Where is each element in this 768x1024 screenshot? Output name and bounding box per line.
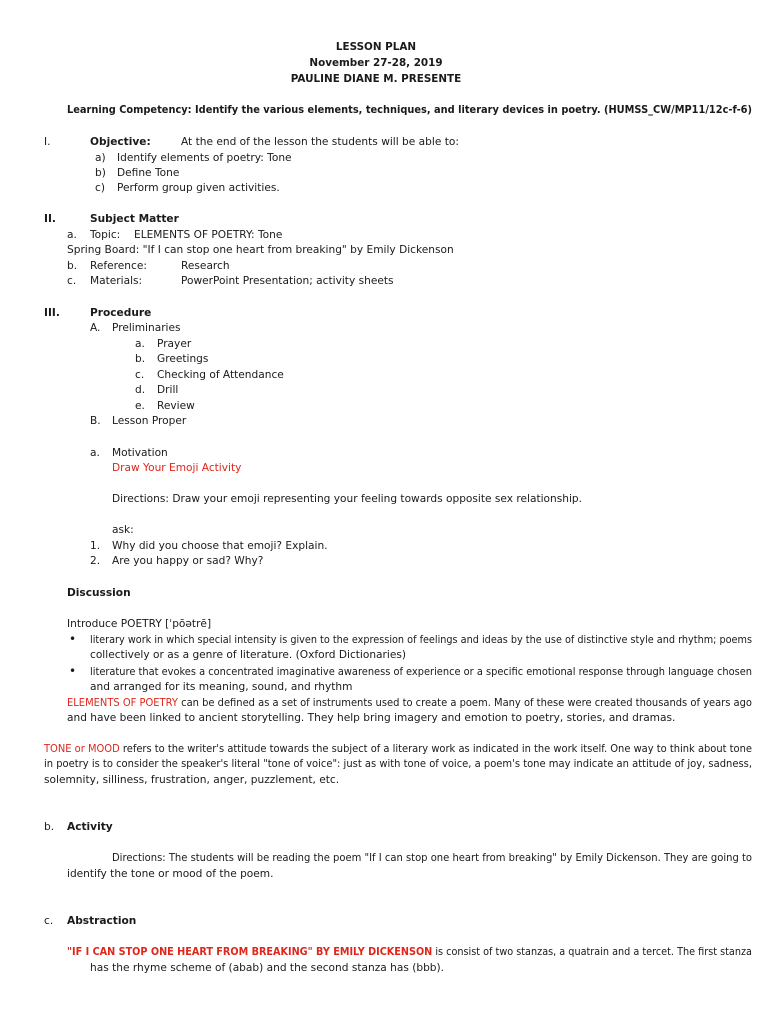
preliminary-item: Drill: [157, 384, 179, 396]
poetry-definition-2-line1: literature that evokes a concentrated imaginative awareness of experience or a specific emotional response through language chosen: [90, 666, 752, 678]
preliminary-item: Greetings: [157, 353, 209, 365]
discussion-heading: Discussion: [67, 587, 131, 599]
activity-heading: Activity: [67, 821, 113, 833]
tone-paragraph-line1: TONE or MOOD refers to the writer's attitude towards the subject of a literary work as indicated in the work itself. One way to think about tone: [44, 743, 753, 755]
poetry-definition-1-line2: collectively or as a genre of literature. (Oxford Dictionaries): [90, 649, 407, 661]
question-marker: 1.: [90, 540, 101, 552]
procedure-heading: Procedure: [90, 307, 152, 319]
preliminary-item: Review: [157, 400, 195, 412]
topic-value: ELEMENTS OF POETRY: Tone: [134, 229, 283, 241]
preliminaries-marker: A.: [90, 322, 101, 334]
preliminary-marker: d.: [135, 384, 146, 396]
preliminary-marker: c.: [135, 369, 145, 381]
elements-term: ELEMENTS OF POETRY: [67, 697, 178, 709]
tone-term: TONE or MOOD: [44, 743, 120, 755]
poetry-definition-2-line2: and arranged for its meaning, sound, and rhythm: [90, 681, 353, 693]
doc-author: PAULINE DIANE M. PRESENTE: [290, 73, 462, 85]
preliminaries-heading: Preliminaries: [112, 322, 181, 334]
objective-intro: At the end of the lesson the students will be able to:: [181, 136, 459, 148]
preliminary-item: Checking of Attendance: [157, 369, 284, 381]
abstraction-heading: Abstraction: [67, 915, 137, 927]
objective-item: Define Tone: [117, 167, 180, 179]
abstraction-paragraph-line2: has the rhyme scheme of (abab) and the second stanza has (bbb).: [90, 962, 445, 974]
motivation-heading: Motivation: [112, 447, 168, 459]
preliminary-marker: a.: [135, 338, 145, 350]
preliminary-item: Prayer: [157, 338, 192, 350]
elements-paragraph-line1: ELEMENTS OF POETRY can be defined as a set of instruments used to create a poem. Many of these were created thousands of years ago: [67, 697, 752, 709]
reference-marker: b.: [67, 260, 78, 272]
learning-competency: Learning Competency: Identify the various elements, techniques, and literary devices in poetry. (HUMSS_CW/MP11/12c-f-6): [67, 104, 752, 116]
topic-label: Topic:: [90, 229, 121, 241]
poetry-definition-1-line1: literary work in which special intensity is given to the expression of feelings and ideas by the use of distinctive style and rhythm; poems: [90, 634, 752, 646]
objective-marker: b): [95, 167, 106, 179]
preliminary-marker: b.: [135, 353, 146, 365]
elements-paragraph-line2: and have been linked to ancient storytelling. They help bring imagery and emotion to poetry, stories, and dramas.: [67, 712, 676, 724]
activity-marker: b.: [44, 821, 55, 833]
doc-date: November 27-28, 2019: [309, 57, 443, 69]
motivation-directions: Directions: Draw your emoji representing your feeling towards opposite sex relationship.: [112, 493, 583, 505]
preliminary-marker: e.: [135, 400, 145, 412]
objective-marker: a): [95, 152, 106, 164]
objective-item: Identify elements of poetry: Tone: [117, 152, 292, 164]
question-item: Why did you choose that emoji? Explain.: [112, 540, 328, 552]
materials-label: Materials:: [90, 275, 143, 287]
objective-heading: Objective:: [90, 136, 151, 148]
activity-directions-line1: Directions: The students will be reading the poem "If I can stop one heart from breaking" by Emily Dickenson. They are going to: [112, 852, 752, 864]
reference-value: Research: [181, 260, 230, 272]
section-number-procedure: III.: [44, 307, 60, 319]
ask-label: ask:: [112, 524, 134, 536]
lesson-proper-marker: B.: [90, 415, 101, 427]
motivation-marker: a.: [90, 447, 100, 459]
objective-marker: c): [95, 182, 105, 194]
tone-paragraph-line2: in poetry is to consider the speaker's literal "tone of voice": just as with tone of voice, a poem's tone may indicate an attitude of joy, sadness,: [44, 758, 752, 770]
spring-board: Spring Board: "If I can stop one heart from breaking" by Emily Dickenson: [67, 244, 454, 256]
lesson-proper-heading: Lesson Proper: [112, 415, 187, 427]
subject-heading: Subject Matter: [90, 213, 179, 225]
abstraction-paragraph-line1: "IF I CAN STOP ONE HEART FROM BREAKING" BY EMILY DICKENSON is consist of two stanzas, a quatrain and a tercet. The first stanza: [67, 946, 752, 958]
question-item: Are you happy or sad? Why?: [112, 555, 264, 567]
bullet-dot: •: [69, 664, 77, 678]
bullet-dot: •: [69, 632, 77, 646]
activity-directions-line2: identify the tone or mood of the poem.: [67, 868, 274, 880]
materials-marker: c.: [67, 275, 77, 287]
objective-item: Perform group given activities.: [117, 182, 280, 194]
poetry-intro: Introduce POETRY [ˈpōətrē]: [67, 618, 212, 630]
reference-label: Reference:: [90, 260, 147, 272]
section-number-objective: I.: [44, 136, 51, 148]
doc-title: LESSON PLAN: [335, 41, 417, 53]
section-number-subject: II.: [44, 213, 56, 225]
poem-title: "IF I CAN STOP ONE HEART FROM BREAKING" BY EMILY DICKENSON: [67, 946, 433, 958]
motivation-activity-title: Draw Your Emoji Activity: [112, 462, 242, 474]
materials-value: PowerPoint Presentation; activity sheets: [181, 275, 394, 287]
tone-paragraph-line3: solemnity, silliness, frustration, anger, puzzlement, etc.: [44, 774, 340, 786]
abstraction-marker: c.: [44, 915, 54, 927]
question-marker: 2.: [90, 555, 101, 567]
topic-marker: a.: [67, 229, 77, 241]
